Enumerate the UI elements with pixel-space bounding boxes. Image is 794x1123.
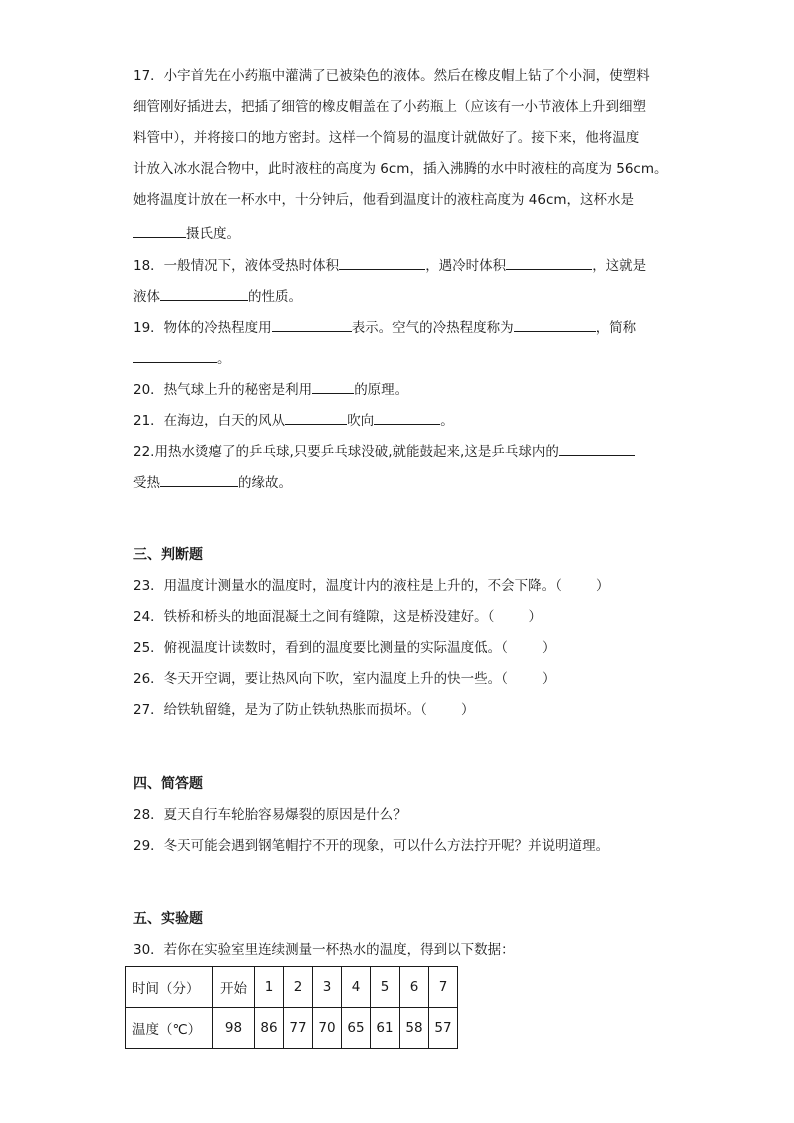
table-cell: 1 (255, 967, 284, 1008)
q19-text-c: ，简称 (595, 320, 637, 336)
table-cell: 5 (371, 967, 400, 1008)
judge-text: 24．铁桥和桥头的地面混凝土之间有缝隙，这是桥没建好。（ (133, 609, 495, 625)
q18-line-2 (133, 285, 302, 307)
table-cell: 2 (284, 967, 313, 1008)
table-row (126, 1008, 458, 1049)
answer-blank[interactable] (133, 222, 186, 238)
table-cell: 6 (400, 967, 429, 1008)
q21-text-c: 。 (440, 413, 454, 429)
q17-line-6 (133, 222, 240, 244)
q19-line-1 (133, 316, 636, 338)
answer-blank[interactable] (559, 440, 635, 456)
table-cell: 77 (284, 1008, 313, 1049)
q18-text-b: ，遇冷时体积 (425, 258, 507, 274)
q17-line-2: 细管刚好插进去，把插了细管的橡皮帽盖在了小药瓶上（应该有一小节液体上升到细塑 (133, 99, 646, 115)
table-cell: 86 (255, 1008, 284, 1049)
answer-blank[interactable] (285, 409, 347, 425)
table-cell: 58 (400, 1008, 429, 1049)
judge-text: 23．用温度计测量水的温度时，温度计内的液柱是上升的，不会下降。（ (133, 578, 562, 594)
answer-blank[interactable] (339, 254, 425, 270)
table-cell: 98 (213, 1008, 255, 1049)
q18-line-1 (133, 254, 646, 276)
judge-text: 27．给铁轨留缝，是为了防止铁轨热胀而损坏。（ (133, 702, 427, 718)
answer-blank[interactable] (133, 347, 217, 363)
section-heading-judgement: 三、判断题 (133, 547, 203, 563)
answer-blank[interactable] (506, 254, 592, 270)
q17-line-1: 17．小宇首先在小药瓶中灌满了已被染色的液体。然后在橡皮帽上钻了个小洞，使塑料 (133, 68, 650, 84)
q17-tail: 摄氏度。 (186, 226, 240, 242)
q22-text-a: 22.用热水烫瘪了的乒乓球,只要乒乓球没破,就能鼓起来,这是乒乓球内的 (133, 444, 559, 460)
q22-line-2 (133, 471, 292, 493)
table-cell: 7 (429, 967, 458, 1008)
table-row-header: 时间（分） (126, 967, 213, 1008)
q17-line-4: 计放入冰水混合物中，此时液柱的高度为 6cm，插入沸腾的水中时液柱的高度为 56cm。 (133, 161, 668, 177)
section-heading-experiment: 五、实验题 (133, 911, 203, 927)
judge-item (133, 700, 474, 720)
q22-line-1 (133, 440, 635, 462)
q17-line-3: 料管中），并将接口的地方密封。这样一个简易的温度计就做好了。接下来，他将温度 (133, 130, 640, 146)
q22-text-c: 的缘故。 (238, 475, 292, 491)
q22-text-b: 受热 (133, 475, 160, 491)
q18-text-d: 液体 (133, 289, 160, 305)
q18-text-c: ，这就是 (592, 258, 647, 274)
judge-close-paren: ） (541, 671, 556, 687)
judge-close-paren: ） (528, 609, 542, 625)
answer-blank[interactable] (160, 471, 238, 487)
q29-text: 29．冬天可能会遇到钢笔帽拧不开的现象，可以什么方法拧开呢？并说明道理。 (133, 838, 610, 854)
q21-text-b: 吹向 (347, 413, 375, 429)
q17-line-5: 她将温度计放在一杯水中，十分钟后，他看到温度计的液柱高度为 46cm，这杯水是 (133, 192, 635, 208)
table-cell: 开始 (213, 967, 255, 1008)
answer-blank[interactable] (160, 285, 248, 301)
q18-text-a: 18．一般情况下，液体受热时体积 (133, 258, 340, 274)
judge-text: 26．冬天开空调，要让热风向下吹，室内温度上升的快一些。（ (133, 671, 508, 687)
q21-text-a: 21．在海边，白天的风从 (133, 413, 286, 429)
table-cell: 70 (313, 1008, 342, 1049)
judge-item (133, 576, 609, 596)
table-cell: 61 (371, 1008, 400, 1049)
answer-blank[interactable] (374, 409, 440, 425)
q19-text-a: 19．物体的冷热程度用 (133, 320, 272, 336)
q20-line (133, 378, 408, 400)
table-cell: 57 (429, 1008, 458, 1049)
answer-blank[interactable] (312, 378, 354, 394)
q20-text-b: 的原理。 (354, 382, 409, 398)
q21-line (133, 409, 454, 431)
answer-blank[interactable] (272, 316, 352, 332)
section-heading-short-answer: 四、简答题 (133, 776, 203, 792)
temperature-data-table (125, 966, 458, 1049)
table-cell: 65 (342, 1008, 371, 1049)
answer-blank[interactable] (514, 316, 596, 332)
judge-item (133, 638, 555, 658)
judge-item (133, 669, 555, 689)
judge-text: 25．俯视温度计读数时，看到的温度要比测量的实际温度低。（ (133, 640, 508, 656)
judge-close-paren: ） (460, 702, 475, 718)
q19-line-2 (133, 347, 231, 369)
judge-close-paren: ） (595, 578, 610, 594)
q30-text: 30．若你在实验室里连续测量一杯热水的温度，得到以下数据： (133, 942, 515, 958)
table-cell: 4 (342, 967, 371, 1008)
judge-close-paren: ） (541, 640, 556, 656)
judge-item (133, 607, 542, 627)
q18-text-e: 的性质。 (248, 289, 302, 305)
table-cell: 3 (313, 967, 342, 1008)
q19-text-d: 。 (217, 351, 231, 367)
q20-text-a: 20．热气球上升的秘密是利用 (133, 382, 313, 398)
q28-text: 28．夏天自行车轮胎容易爆裂的原因是什么？ (133, 807, 407, 823)
table-row (126, 967, 458, 1008)
table-row-header: 温度（℃） (126, 1008, 213, 1049)
q19-text-b: 表示。空气的冷热程度称为 (351, 320, 514, 336)
